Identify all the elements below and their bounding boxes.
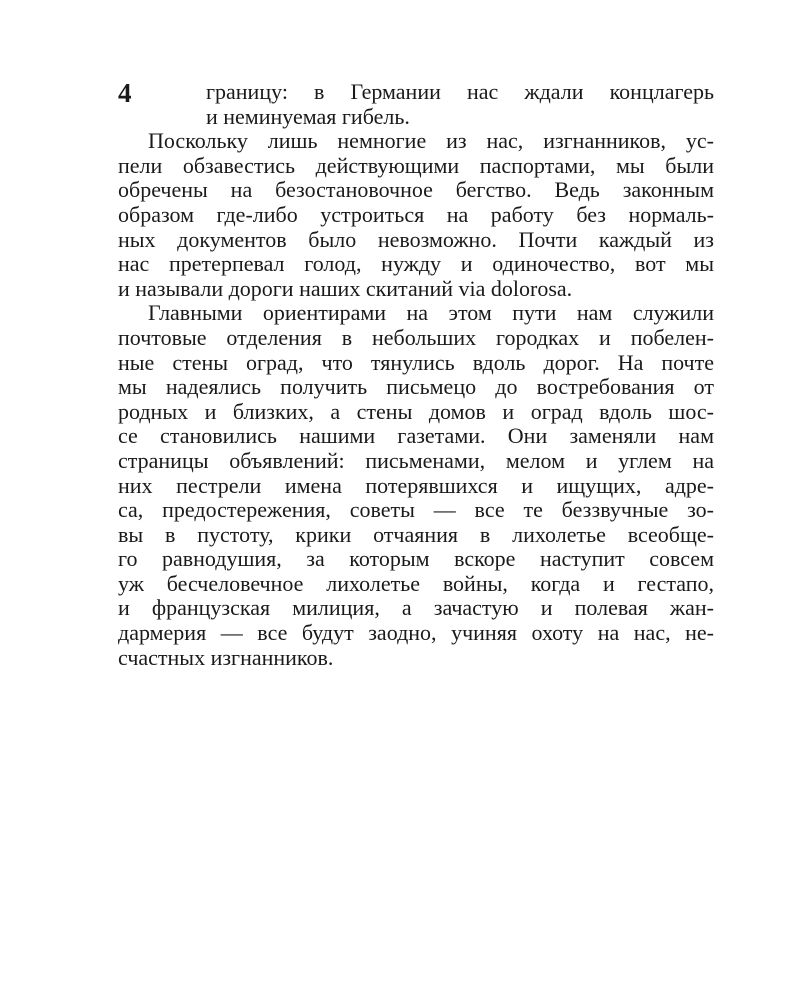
body-text (118, 80, 714, 670)
text-line: вы в пустоту, крики отчаяния в лихолетье всеобще- (118, 521, 714, 547)
text-line: уж бесчеловечное лихолетье войны, когда и гестапо, (118, 570, 714, 596)
text-line: них пестрели имена потерявшихся и ищущих, адре- (118, 472, 714, 498)
text-line: и неминуемая гибель. (206, 103, 410, 129)
text-line: нас претерпевал голод, нужду и одиночество, вот мы (118, 251, 714, 277)
text-line: ные стены оград, что тянулись вдоль дорог. На почте (118, 349, 714, 375)
text-line: родных и близких, а стены домов и оград вдоль шос- (118, 398, 714, 424)
text-line: и называли дороги наших скитаний via dolorosa. (118, 275, 573, 301)
text-line: и французская милиция, а зачастую и полевая жан- (118, 595, 714, 621)
text-line: дармерия — все будут заодно, учиняя охоту на нас, не- (118, 620, 714, 646)
text-line: са, предостережения, советы — все те беззвучные зо- (118, 497, 714, 523)
text-line: го равнодушия, за которым вскоре наступит совсем (118, 546, 714, 572)
text-line: се становились нашими газетами. Они заменяли нам (118, 423, 714, 449)
text-line: страницы объявлений: письменами, мелом и углем на (118, 447, 714, 473)
text-line: образом где-либо устроиться на работу без нормаль- (118, 201, 714, 227)
text-line: Поскольку лишь немногие из нас, изгнанников, ус- (148, 128, 714, 154)
text-line: ных документов было невозможно. Почти каждый из (118, 226, 714, 252)
text-line: границу: в Германии нас ждали концлагерь (206, 79, 714, 104)
text-line: почтовые отделения в небольших городках и побелен- (118, 324, 714, 350)
text-line: Главными ориентирами на этом пути нам служили (148, 300, 714, 326)
page-number: 4 (118, 78, 132, 108)
text-line: мы надеялись получить письмецо до востребования от (118, 374, 714, 400)
text-line: обречены на безостановочное бегство. Ведь законным (118, 177, 714, 203)
text-line: счастных изгнанников. (118, 644, 334, 670)
text-line: пели обзавестись действующими паспортами, мы были (118, 152, 714, 178)
